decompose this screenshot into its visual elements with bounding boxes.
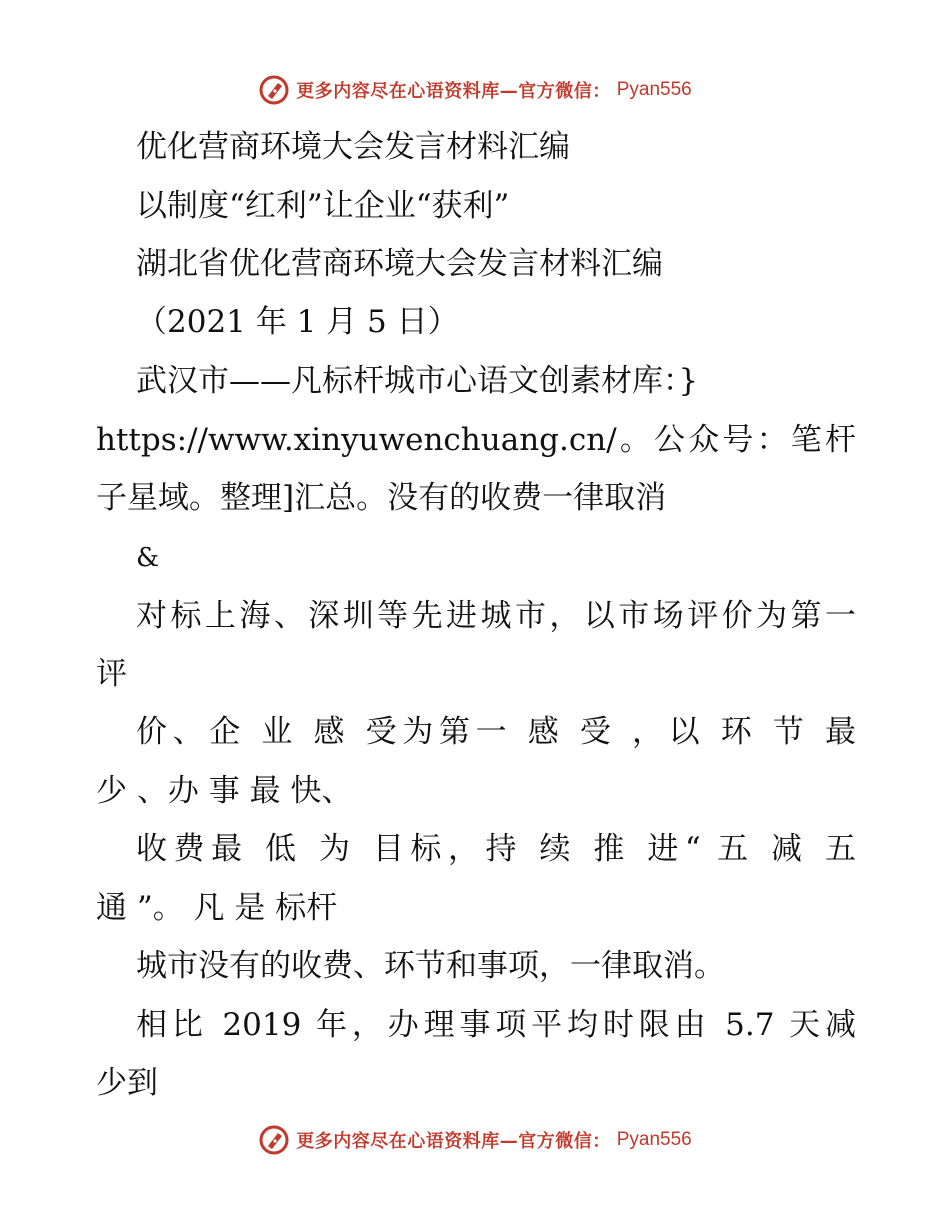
text-line: https://www.xinyuwenchuang.cn/。公众号：笔杆	[96, 422, 856, 458]
text-line: 城市没有的收费、环节和事项，一律取消。	[136, 948, 725, 984]
watermark-text: 更多内容尽在心语资料库—官方微信：	[296, 1131, 611, 1152]
watermark-text: 更多内容尽在心语资料库—官方微信：	[296, 81, 611, 102]
doc-date: （2021 年 1 月 5 日）	[136, 304, 459, 340]
watermark-account: Pyan556	[616, 1129, 692, 1150]
text-line: 子星域。整理]汇总。没有的收费一律取消	[96, 480, 667, 516]
bottom-watermark-banner	[0, 1120, 950, 1160]
doc-title: 优化营商环境大会发言材料汇编	[136, 129, 570, 165]
text-line: 少到	[96, 1065, 158, 1101]
text-line: 对标上海、深圳等先进城市，以市场评价为第一	[136, 598, 856, 634]
text-line: 少 、办 事 最 快、	[96, 773, 353, 809]
text-line: 价、企 业 感 受为第一 感 受 ，以 环 节 最	[136, 714, 856, 750]
doc-source: 湖北省优化营商环境大会发言材料汇编	[136, 246, 663, 282]
pen-nib-circle-icon	[258, 1124, 290, 1156]
doc-subtitle: 以制度“红利”让企业“获利”	[136, 188, 510, 224]
text-line: 评	[96, 656, 127, 692]
text-line: &	[136, 543, 160, 573]
watermark-account: Pyan556	[616, 79, 692, 100]
text-line: 相比 2019 年，办理事项平均时限由 5.7 天减	[136, 1007, 856, 1043]
text-line: 通 ”。 凡 是 标杆	[96, 890, 338, 926]
text-line: 武汉市——凡标杆城市心语文创素材库：}	[136, 363, 699, 399]
text-line: 收费最 低 为 目标，持 续 推 进“ 五 减 五	[136, 831, 856, 867]
